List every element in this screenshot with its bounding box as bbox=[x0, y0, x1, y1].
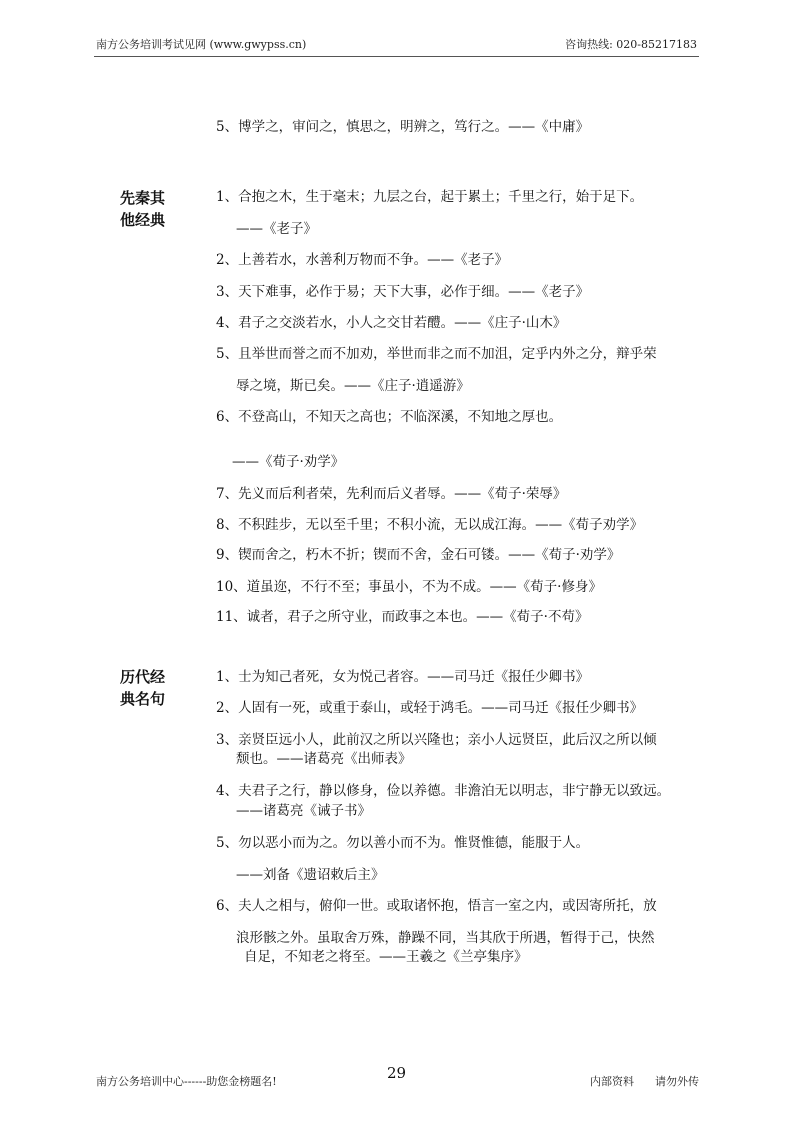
quote-line: 4、夫君子之行，静以修身，俭以养德。非澹泊无以明志，非宁静无以致远。 bbox=[216, 783, 671, 799]
quote-line: 11、诚者，君子之所守业，而政事之本也。——《荀子·不苟》 bbox=[216, 609, 589, 625]
quote-line: 1、合抱之木，生于毫末；九层之台，起于累土；千里之行，始于足下。 bbox=[216, 189, 644, 205]
quote-line: ——《老子》 bbox=[236, 221, 317, 237]
quote-line: 5、博学之，审问之，慎思之，明辨之，笃行之。——《中庸》 bbox=[216, 119, 590, 135]
quote-line: 9、锲而舍之，朽木不折；锲而不舍，金石可镂。——《荀子·劝学》 bbox=[216, 547, 621, 563]
quote-line: 2、人固有一死，或重于泰山，或轻于鸿毛。——司马迁《报任少卿书》 bbox=[216, 700, 644, 716]
quote-line: 自足，不知老之将至。——王羲之《兰亭集序》 bbox=[244, 949, 528, 965]
section-heading-xianqin: 先秦其他经典 bbox=[120, 189, 166, 229]
quote-line: 辱之境，斯已矣。——《庄子·逍遥游》 bbox=[236, 378, 470, 394]
header-right: 咨询热线: 020-85217183 bbox=[565, 38, 697, 51]
quote-line: 3、天下难事，必作于易；天下大事，必作于细。——《老子》 bbox=[216, 284, 590, 300]
quote-line: 10、道虽迩，不行不至；事虽小，不为不成。——《荀子·修身》 bbox=[216, 579, 602, 595]
quote-line: 8、不积跬步，无以至千里；不积小流，无以成江海。——《荀子劝学》 bbox=[216, 517, 644, 533]
quote-line: 5、勿以恶小而为之。勿以善小而不为。惟贤惟德，能服于人。 bbox=[216, 835, 590, 851]
quote-line: 1、士为知己者死，女为悦己者容。——司马迁《报任少卿书》 bbox=[216, 669, 590, 685]
quote-line: 3、亲贤臣远小人，此前汉之所以兴隆也；亲小人远贤臣，此后汉之所以倾 bbox=[216, 732, 657, 748]
quote-line: 6、夫人之相与，俯仰一世。或取诸怀抱，悟言一室之内，或因寄所托，放 bbox=[216, 898, 657, 914]
quote-line: ——刘备《遗诏敕后主》 bbox=[236, 867, 385, 883]
quote-line: ——诸葛亮《诫子书》 bbox=[236, 803, 371, 819]
quote-line: 2、上善若水，水善利万物而不争。——《老子》 bbox=[216, 252, 509, 268]
quote-line: 颓也。——诸葛亮《出师表》 bbox=[236, 751, 412, 767]
quote-line: 6、不登高山，不知天之高也；不临深溪，不知地之厚也。 bbox=[216, 409, 563, 425]
footer-internal: 内部资料 bbox=[590, 1075, 634, 1088]
page-number: 29 bbox=[386, 1064, 407, 1082]
quote-line: ——《荀子·劝学》 bbox=[232, 454, 345, 470]
header-rule bbox=[94, 56, 699, 57]
header-left: 南方公务培训考试见网 (www.gwypss.cn) bbox=[96, 38, 307, 51]
section-heading-lidai: 历代经典名句 bbox=[120, 668, 166, 708]
quote-line: 7、先义而后利者荣，先利而后义者辱。——《荀子·荣辱》 bbox=[216, 486, 567, 502]
quote-line: 5、且举世而誉之而不加劝，举世而非之而不加沮，定乎内外之分，辩乎荣 bbox=[216, 346, 657, 362]
footer-no-spread: 请勿外传 bbox=[655, 1075, 699, 1088]
footer-left: 南方公务培训中心------助您金榜题名! bbox=[96, 1075, 277, 1088]
quote-line: 4、君子之交淡若水，小人之交甘若醴。——《庄子·山木》 bbox=[216, 315, 567, 331]
quote-line: 浪形骸之外。虽取舍万殊，静躁不同，当其欣于所遇，暂得于己，快然 bbox=[236, 930, 655, 946]
